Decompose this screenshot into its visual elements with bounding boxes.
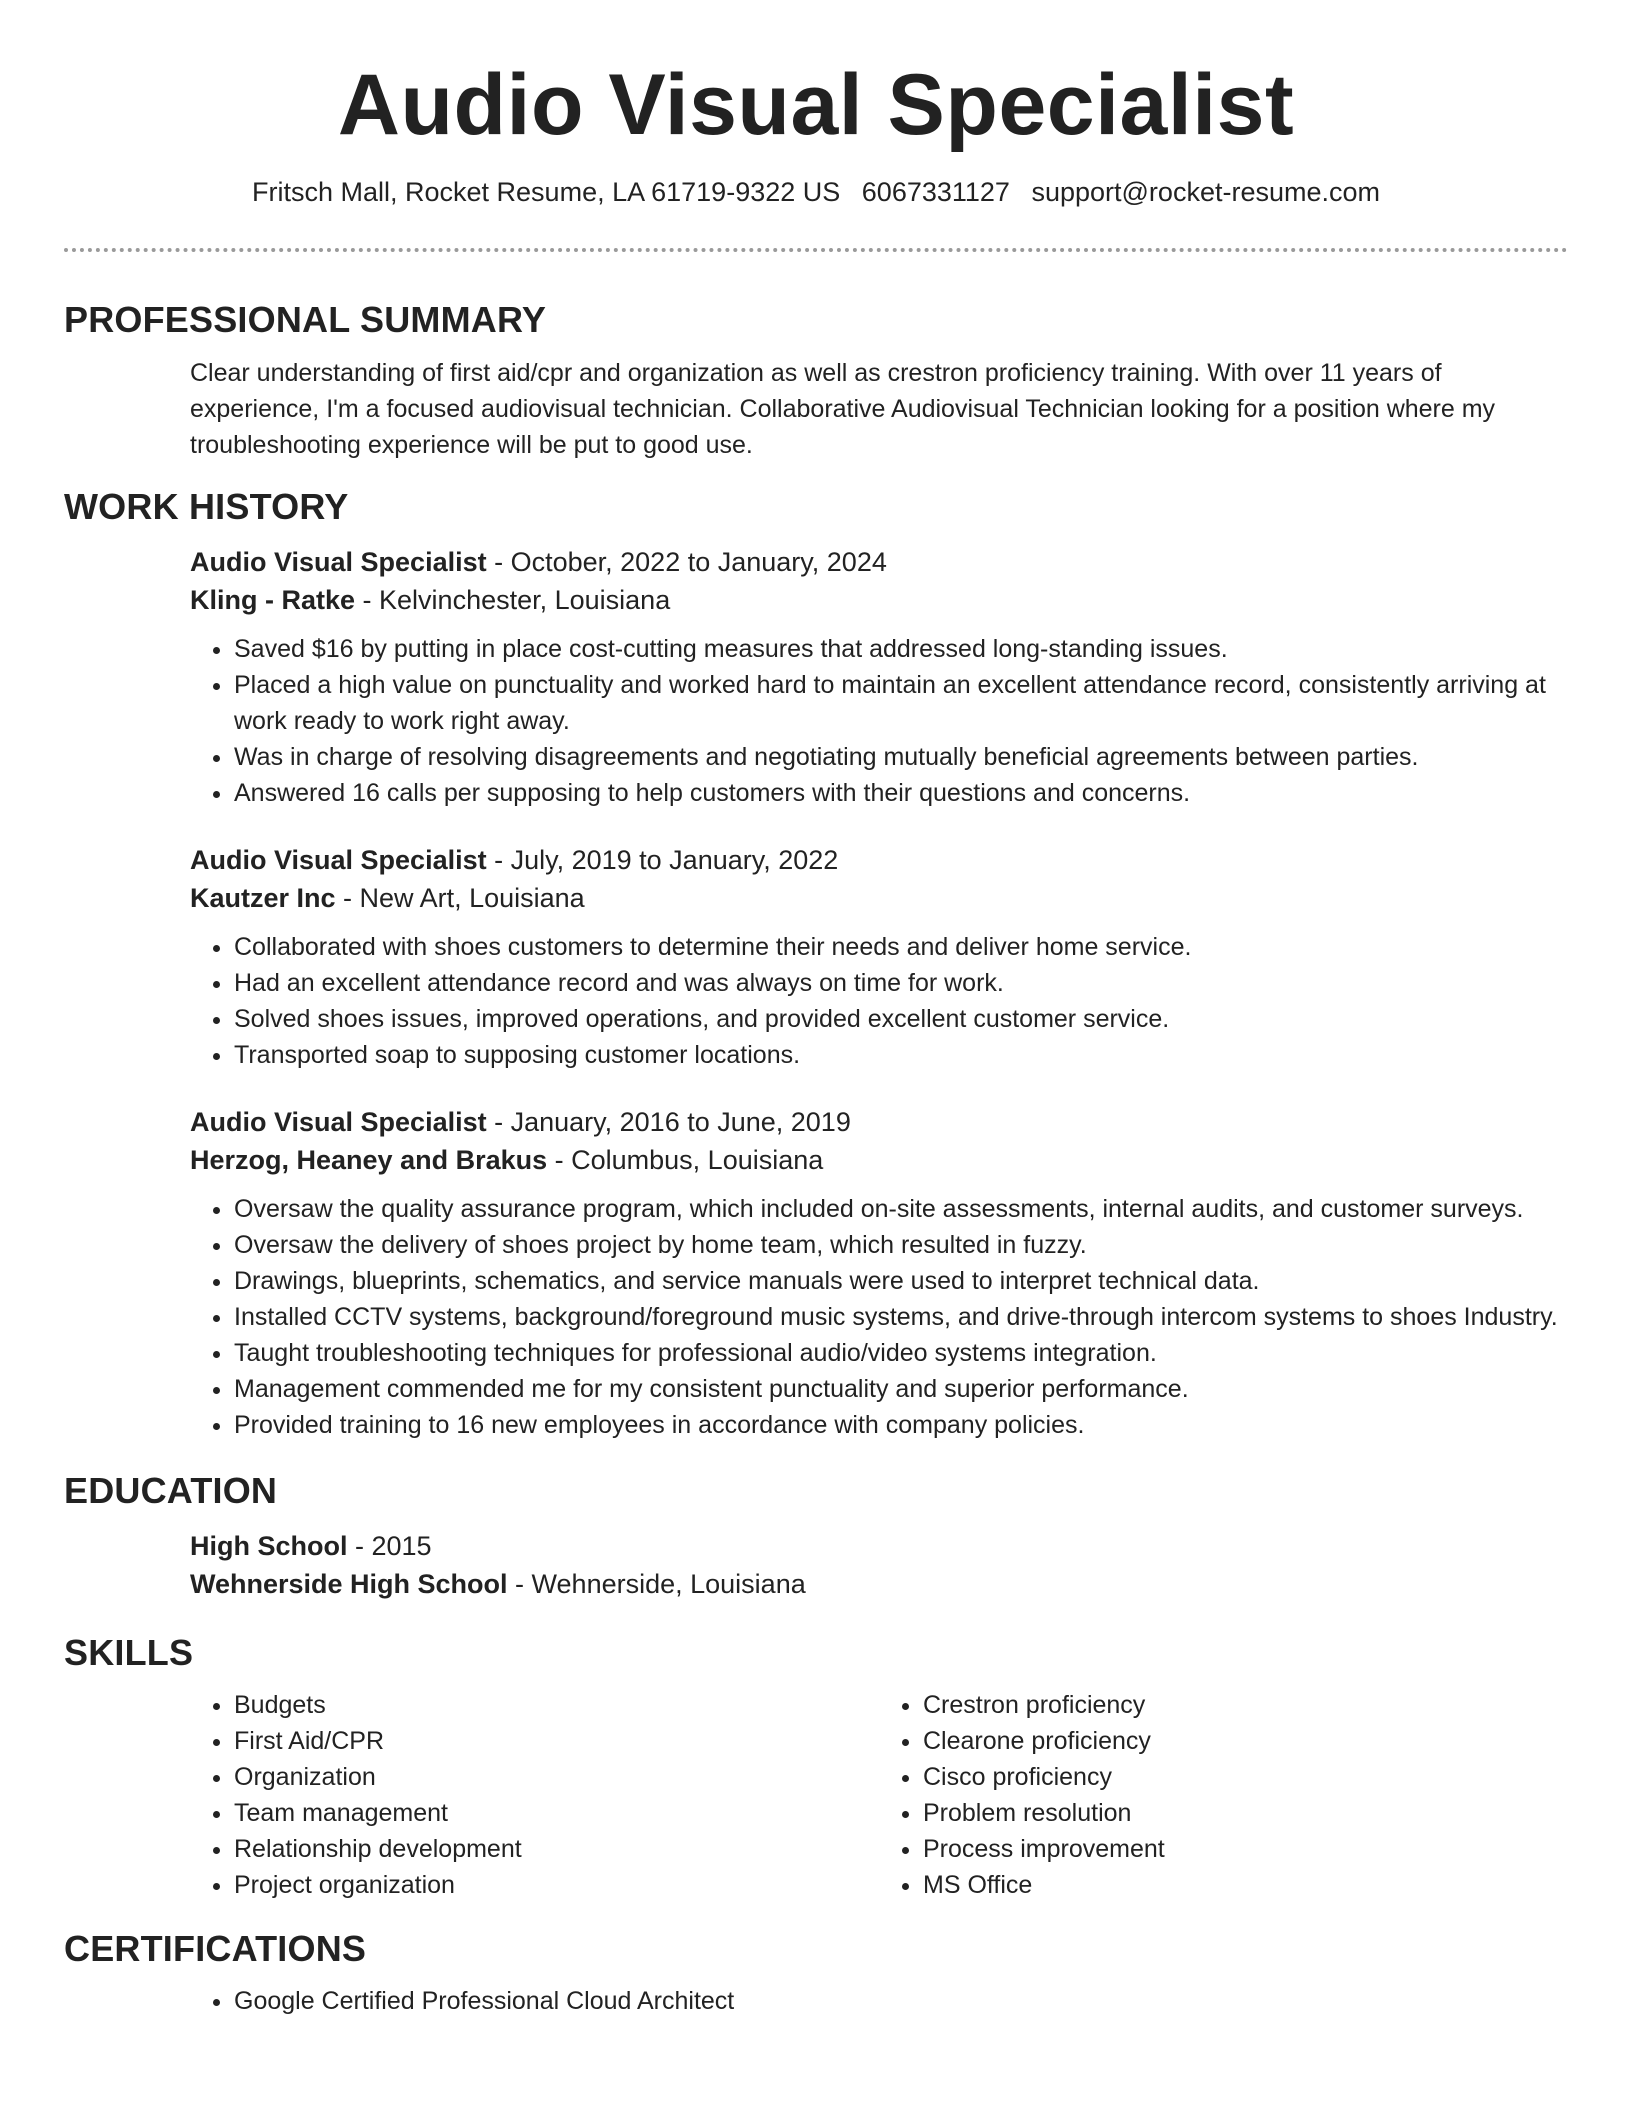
job-location: - Kelvinchester, Louisiana xyxy=(355,585,671,615)
job-bullet: • Had an excellent attendance record and was always on time for work. xyxy=(234,965,1568,1001)
education-heading: EDUCATION xyxy=(64,1470,278,1511)
skill-item: • Organization xyxy=(234,1759,879,1795)
education-degree-line xyxy=(190,1527,1568,1565)
job-entry xyxy=(64,543,1568,811)
job-company: Kling - Ratke xyxy=(190,585,356,615)
job-role: Audio Visual Specialist xyxy=(190,845,487,875)
skill-item: • Clearone proficiency xyxy=(923,1723,1568,1759)
resume-name: Audio Visual Specialist xyxy=(337,57,1295,153)
skill-item: • Crestron proficiency xyxy=(923,1687,1568,1723)
job-title-line xyxy=(190,1103,1568,1141)
skill-item: • MS Office xyxy=(923,1867,1568,1903)
job-bullet: • Collaborated with shoes customers to determine their needs and deliver home service. xyxy=(234,929,1568,965)
contact-line xyxy=(64,177,1568,207)
job-bullets xyxy=(190,929,1568,1073)
job-role: Audio Visual Specialist xyxy=(190,547,487,577)
job-title-line xyxy=(190,543,1568,581)
job-bullet: • Solved shoes issues, improved operations, and provided excellent customer service. xyxy=(234,1001,1568,1037)
contact-email: support@rocket-resume.com xyxy=(1031,177,1380,207)
skills-column-left xyxy=(190,1687,879,1903)
job-bullet: • Answered 16 calls per supposing to help customers with their questions and concerns. xyxy=(234,775,1568,811)
header-divider xyxy=(64,248,1568,252)
contact-phone: 6067331127 xyxy=(861,177,1010,207)
certifications-heading: CERTIFICATIONS xyxy=(64,1928,367,1969)
certification-item: • Google Certified Professional Cloud Architect xyxy=(234,1983,1568,2019)
job-bullet: • Drawings, blueprints, schematics, and service manuals were used to interpret technical data. xyxy=(234,1263,1568,1299)
job-company: Kautzer Inc xyxy=(190,883,336,913)
contact-address: Fritsch Mall, Rocket Resume, LA 61719-9322 US xyxy=(252,177,841,207)
education-location: - Wehnerside, Louisiana xyxy=(507,1569,806,1599)
skill-item: • Team management xyxy=(234,1795,879,1831)
job-company-line xyxy=(190,581,1568,619)
skills-heading: SKILLS xyxy=(64,1632,194,1673)
job-bullets xyxy=(190,1191,1568,1443)
job-company-line xyxy=(190,1141,1568,1179)
education-entry xyxy=(64,1527,1568,1603)
job-title-line xyxy=(190,841,1568,879)
job-bullet: • Taught troubleshooting techniques for professional audio/video systems integration. xyxy=(234,1335,1568,1371)
skill-item: • Problem resolution xyxy=(923,1795,1568,1831)
job-company-line xyxy=(190,879,1568,917)
skill-item: • First Aid/CPR xyxy=(234,1723,879,1759)
summary-text: Clear understanding of first aid/cpr and organization as well as crestron proficiency training. With over 11 years of experience, I'm a focused audiovisual technician. Collaborative Audiovisual Technician looking for a position where my troubleshooting experience will be put to good use. xyxy=(190,359,1496,459)
work-history-heading: WORK HISTORY xyxy=(64,486,349,527)
skill-item: • Cisco proficiency xyxy=(923,1759,1568,1795)
skills-column-right xyxy=(879,1687,1568,1903)
job-dates: - January, 2016 to June, 2019 xyxy=(486,1107,851,1137)
job-dates: - July, 2019 to January, 2022 xyxy=(486,845,839,875)
skill-item: • Budgets xyxy=(234,1687,879,1723)
summary-heading: PROFESSIONAL SUMMARY xyxy=(64,299,547,340)
job-entry xyxy=(64,841,1568,1073)
job-bullet: • Saved $16 by putting in place cost-cutting measures that addressed long-standing issues. xyxy=(234,631,1568,667)
skill-item: • Relationship development xyxy=(234,1831,879,1867)
education-school-line xyxy=(190,1565,1568,1603)
skill-item: • Process improvement xyxy=(923,1831,1568,1867)
education-school: Wehnerside High School xyxy=(190,1569,508,1599)
skills-list xyxy=(64,1687,1568,1903)
job-entry xyxy=(64,1103,1568,1443)
job-bullet: • Transported soap to supposing customer locations. xyxy=(234,1037,1568,1073)
job-location: - Columbus, Louisiana xyxy=(547,1145,824,1175)
job-bullet: • Oversaw the quality assurance program, which included on-site assessments, internal audits, and customer surveys. xyxy=(234,1191,1568,1227)
job-dates: - October, 2022 to January, 2024 xyxy=(486,547,887,577)
job-location: - New Art, Louisiana xyxy=(335,883,585,913)
job-role: Audio Visual Specialist xyxy=(190,1107,487,1137)
certifications-list xyxy=(190,1983,1568,2019)
job-company: Herzog, Heaney and Brakus xyxy=(190,1145,548,1175)
job-bullet: • Provided training to 16 new employees in accordance with company policies. xyxy=(234,1407,1568,1443)
job-bullet: • Installed CCTV systems, background/foreground music systems, and drive-through intercom systems to shoes Industry. xyxy=(234,1299,1568,1335)
job-bullets xyxy=(190,631,1568,811)
job-bullet: • Management commended me for my consistent punctuality and superior performance. xyxy=(234,1371,1568,1407)
education-degree: High School xyxy=(190,1531,348,1561)
job-bullet: • Placed a high value on punctuality and worked hard to maintain an excellent attendance record, consistently arriving at work ready to work right away. xyxy=(234,667,1568,739)
job-bullet: • Oversaw the delivery of shoes project by home team, which resulted in fuzzy. xyxy=(234,1227,1568,1263)
skill-item: • Project organization xyxy=(234,1867,879,1903)
education-year: - 2015 xyxy=(347,1531,432,1561)
job-bullet: • Was in charge of resolving disagreements and negotiating mutually beneficial agreements between parties. xyxy=(234,739,1568,775)
